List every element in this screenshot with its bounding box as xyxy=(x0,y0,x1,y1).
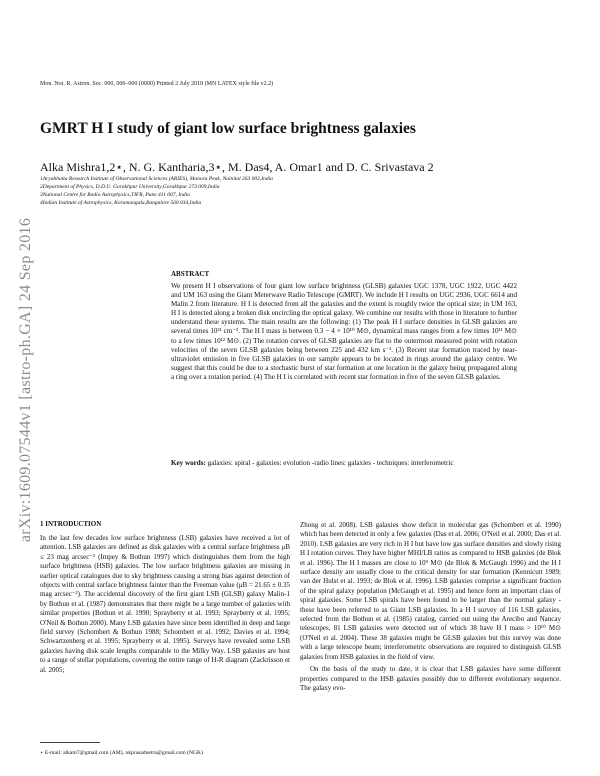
paper-title: GMRT H I study of giant low surface brightness galaxies xyxy=(40,120,416,137)
keywords-label: Key words: xyxy=(171,459,206,467)
intro-right-paragraph-1: Zhong et al. 2008). LSB galaxies show deficit in molecular gas (Schombert et al. 1990) which has been detected in only a few galaxies (Das et al. 2006; O'Neil et al. 2000; Das et al. 2010). LSB galaxies are very rich in H I but have low gas surface densities and slowly rising H I rotation curves. They have higher MHI/LB ratios as compared to HSB galaxies (de Blok et al. 1996). The H I masses are close to 10⁹ M⊙ (de Blok & McGaugh 1996) and the H I surface density are usually close to the critical density for star formation (Kennicutt 1989; van der Hulst et al. 1993; de Blok et al. 1996). LSB galaxies comprise a significant fraction of the spiral galaxy population (McGaugh et al. 1995) and hence form an important class of spiral galaxies. Some LSB spirals have been found to be larger than the normal galaxy - these have been referred to as Giant LSB galaxies. In a H I survey of 116 LSB galaxies, selected from the Bothun et al. (1985) catalog, carried out using the Arecibo and Nancay telescopes, 81 LSB galaxies were detected out of which 38 have H I mass > 10¹⁰ M⊙ (O'Neil et al. 2004). These 38 galaxies might be GLSB galaxies but this survey was done with a large telescope beam; interferometric observations are required to distinguish GLSB galaxies from HSB galaxies in the field of view. xyxy=(300,521,561,661)
author-list: Alka Mishra1,2⋆, N. G. Kantharia,3⋆, M. Das4, A. Omar1 and D. C. Srivastava 2 xyxy=(40,160,434,174)
keywords xyxy=(171,459,517,468)
intro-right-paragraph-2: On the basis of the study to date, it is clear that LSB galaxies have some different properties compared to the HSB galaxies possibly due to different evolutionary sequence. The galaxy evo- xyxy=(300,665,561,692)
footnote-rule xyxy=(40,742,100,743)
arxiv-stamp-text: arXiv:1609.07544v1 [astro-ph.GA] 24 Sep 2016 xyxy=(17,217,34,543)
footnote: ⋆ E-mail: alkam7@gmail.com (AM), nkprasadnetra@gmail.com (NGK) xyxy=(40,750,203,756)
affiliation-2: 2Department of Physics, D.D.U. Gorakhpur University,Gorakhpur 273 009,India xyxy=(40,184,220,190)
affiliations xyxy=(40,175,460,207)
abstract-heading: ABSTRACT xyxy=(171,270,210,278)
affiliation-3: 3National Centre for Radio Astrophysics,TIFR, Pune 411 007, India xyxy=(40,192,190,198)
intro-left-column: In the last few decades low surface brightness (LSB) galaxies have received a lot of attention. LSB galaxies are defined as disk galaxies with a central surface brightness μB ≤ 23 mag arcsec⁻² (Impey & Bothun 1997) which distinguishes them from the high surface brightness (HSB) galaxies. The low surface brightness galaxies are missing in earlier optical catalogues due to sky brightness causing a strong bias against detection of objects with central surface brightness fainter than the Freeman value (μB = 21.65 ± 0.35 mag arcsec⁻²). The accidental discovery of the first giant LSB (GLSB) galaxy Malin-1 by Bothun et al. (1987) demonstrates that there might be a large number of galaxies with similar properties (Bothun et al. 1990; Sprayberry et al. 1993; Sprayberry et al. 1995; O'Neil & Bothun 2000). Many LSB galaxies have since been identified in deep and large field survey (Schombert & Bothun 1988; Schombert et al. 1992; Davies et al. 1994; Schwartzenberg et al. 1995; Sprayberry et al. 1995). Surveys have revealed some LSB galaxies having disk scale lengths comparable to the Milky Way. LSB galaxies are host to a range of stellar populations, covering the entire range of H-R diagram (Zackrisson et al. 2005; xyxy=(40,534,290,674)
journal-line: Mon. Not. R. Astron. Soc. 000, 000–000 (0000) Printed 2 July 2018 (MN LATEX style file v2.2) xyxy=(40,81,274,87)
keywords-text: galaxies: spiral - galaxies: evolution -radio lines: galaxies - techniques: interferometric xyxy=(207,459,454,467)
affiliation-1: 1Aryabhatta Research Institute of Observational Sciences (ARIES), Manora Peak, Nainital 263 002,India xyxy=(40,176,273,182)
abstract-text: We present H I observations of four giant low surface brightness (GLSB) galaxies UGC 1378, UGC 1922, UGC 4422 and UM 163 using the Giant Meterwave Radio Telescope (GMRT). We include H I results on UGC 2936, UGC 6614 and Malin 2 from literature. H I is detected from all the galaxies and the extent is roughly twice the optical size; in UM 163, H I is detected along a broken disk encircling the optical galaxy. We combine our results with those in literature to further understand these systems. The main results are the following: (1) The peak H I surface densities in GLSB galaxies are several times 10²¹ cm⁻². The H I mass is between 0.3 − 4 × 10¹⁰ M⊙, dynamical mass ranges from a few times 10¹¹ M⊙ to a few times 10¹² M⊙. (2) The rotation curves of GLSB galaxies are flat to the outermost measured point with rotation velocities of the seven GLSB galaxies being between 225 and 432 km s⁻¹. (3) Recent star formation traced by near-ultraviolet emission in five GLSB galaxies in our sample appears to be located in rings around the galaxy centre. We suggest that this could be due to a stochastic burst of star formation at one location in the galaxy being propagated along a ring over a rotation period. (4) The H I is correlated with recent star formation in five of the seven GLSB galaxies. xyxy=(171,282,517,381)
section-heading: 1 INTRODUCTION xyxy=(40,520,102,528)
affiliation-4: 4Indian Institute of Astrophysics, Koramangala,Bangalore 560 034,India xyxy=(40,200,202,206)
intro-right-column xyxy=(300,521,561,693)
